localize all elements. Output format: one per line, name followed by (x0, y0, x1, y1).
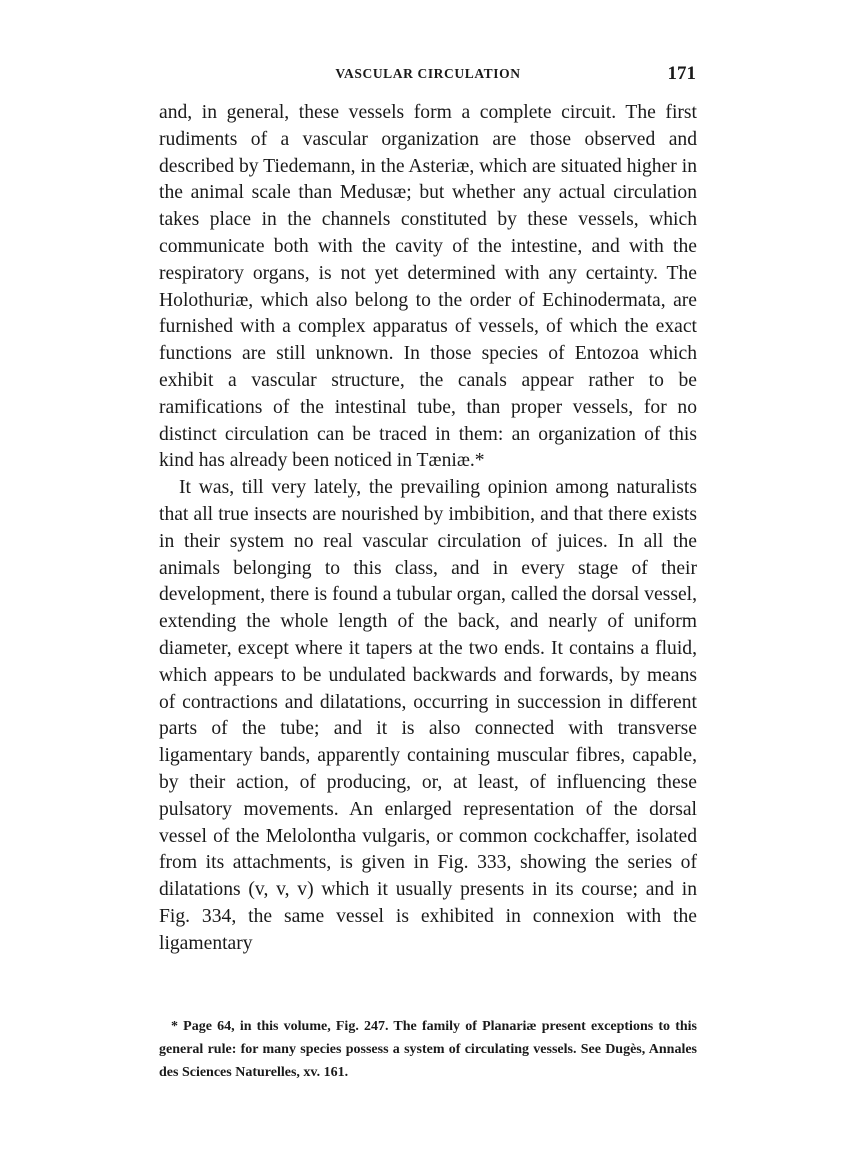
running-title: VASCULAR CIRCULATION (335, 66, 521, 81)
paragraph-continuation: and, in general, these vessels form a complete circuit. The first rudiments of a vascular organization are those observed and described by Tiedemann, in the Asteriæ, which are situated higher in the animal scale than Medusæ; but whether any actual circulation takes place in the channels constituted by these vessels, which communicate both with the cavity of the intestine, and with the respiratory organs, is not yet determined with any certainty. The Holothuriæ, which also belong to the order of Echinodermata, are furnished with a complex apparatus of vessels, of which the exact functions are still unknown. In those species of Entozoa which exhibit a vascular structure, the canals appear rather to be ramifications of the intestinal tube, than proper vessels, for no distinct circulation can be traced in them: an organization of this kind has already been noticed in Tæniæ.* (159, 102, 697, 472)
footnote-text: * Page 64, in this volume, Fig. 247. The family of Planariæ present exceptions to this general rule: for many species possess a system of circulating vessels. See Dugès, Annales des Sciences Naturelles, xv. 161. (159, 1019, 697, 1080)
running-head (160, 62, 696, 86)
footnote (159, 1015, 697, 1084)
page-number: 171 (667, 63, 696, 84)
body-text (159, 100, 697, 958)
paragraph-insects: It was, till very lately, the prevailing opinion among naturalists that all true insects are nourished by imbibition, and that there exists in their system no real vascular circulation of juices. In all the animals belonging to this class, and in every stage of their development, there is found a tubular organ, called the dorsal vessel, extending the whole length of the back, and nearly of uniform diameter, except where it tapers at the two ends. It contains a fluid, which appears to be undulated backwards and forwards, by means of contractions and dilatations, occurring in succession in different parts of the tube; and it is also connected with transverse ligamentary bands, apparently containing muscular fibres, capable, by their action, of producing, or, at least, of influencing these pulsatory movements. An enlarged representation of the dorsal vessel of the Melolontha vulgaris, or common cockchaffer, isolated from its attachments, is given in Fig. 333, showing the series of dilatations (v, v, v) which it usually presents in its course; and in Fig. 334, the same vessel is exhibited in connexion with the ligamentary (159, 477, 697, 954)
